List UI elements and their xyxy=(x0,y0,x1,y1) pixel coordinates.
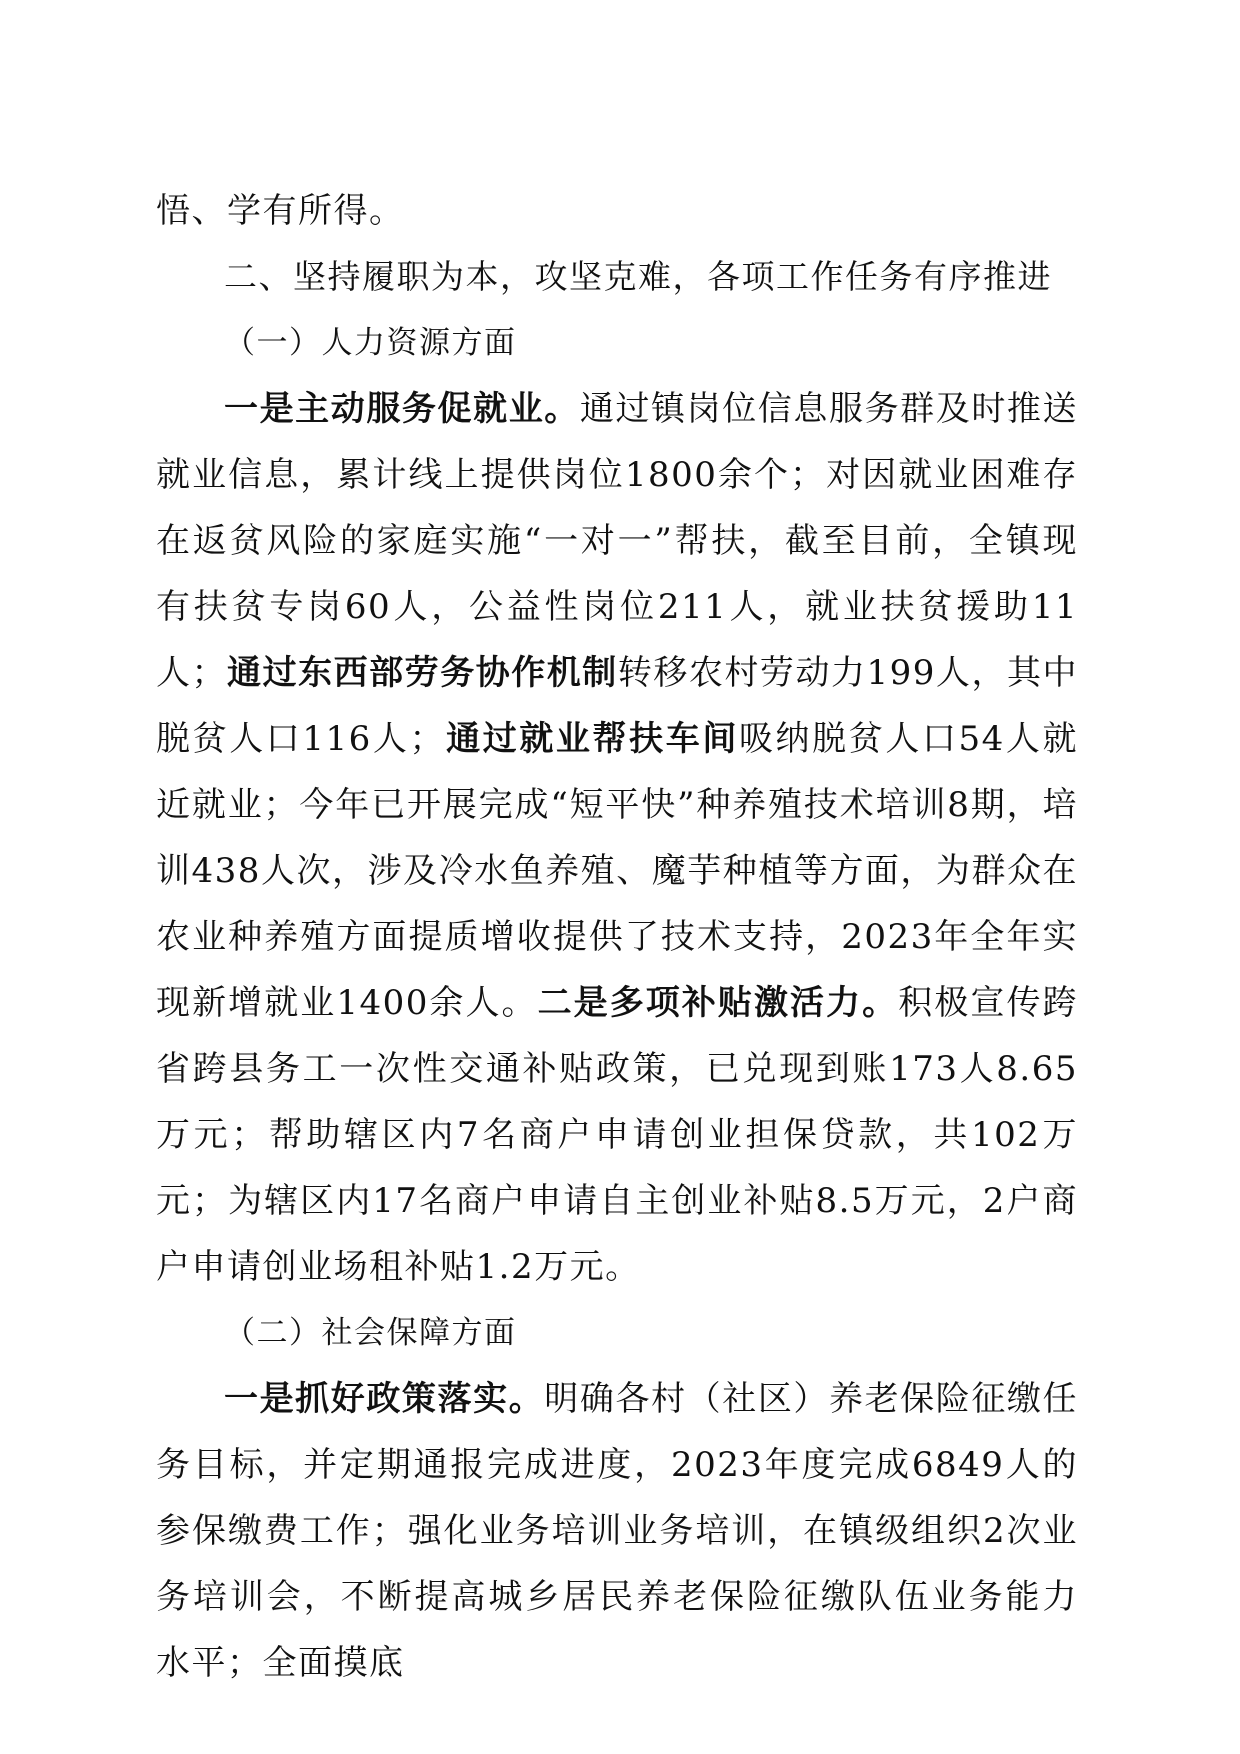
continuation-paragraph xyxy=(156,178,1078,244)
paragraph-employment xyxy=(156,376,1078,1300)
bold-lead-3: 一是抓好政策落实。 xyxy=(224,1379,545,1419)
paragraph-text: 通过镇岗位信息服务群及时推送就业信息，累计线上提供岗位1800余个；对因就业困难存在返贫风险的家庭实施“一对一”帮扶，截至目前，全镇现有扶贫专岗60人，公益性岗位211人，就业扶贫援助11人； xyxy=(156,389,1079,693)
paragraph-text: 积极宣传跨省跨县务工一次性交通补贴政策，已兑现到账173人8.65万元；帮助辖区内7名商户申请创业担保贷款，共102万元；为辖区内17名商户申请自主创业补贴8.5万元，2户商户申请创业场租补贴1.2万元。 xyxy=(156,983,1079,1287)
section-heading-text: 二、坚持履职为本，攻坚克难，各项工作任务有序推进 xyxy=(224,257,1052,296)
bold-phrase-east-west: 通过东西部劳务协作机制 xyxy=(227,653,618,693)
subsection-heading-hr xyxy=(156,310,1078,376)
bold-phrase-workshop: 通过就业帮扶车间 xyxy=(445,719,739,759)
continuation-text: 悟、学有所得。 xyxy=(156,191,405,231)
paragraph-social-security xyxy=(156,1366,1078,1696)
bold-lead-1: 一是主动服务促就业。 xyxy=(224,389,580,429)
section-heading xyxy=(156,244,1078,310)
paragraph-text: 转移农村劳动力199人，其中脱贫人口116人； xyxy=(156,653,1078,759)
bold-lead-2: 二是多项补贴激活力。 xyxy=(537,983,899,1023)
subsection-heading-social-security-text: （二）社会保障方面 xyxy=(224,1315,517,1351)
subsection-heading-hr-text: （一）人力资源方面 xyxy=(224,325,517,361)
subsection-heading-social-security xyxy=(156,1300,1078,1366)
paragraph-text: 吸纳脱贫人口54人就近就业；今年已开展完成“短平快”种养殖技术培训8期，培训438人次，涉及冷水鱼养殖、魔芋种植等方面，为群众在农业种养殖方面提质增收提供了技术支持，2023年全年实现新增就业1400余人。 xyxy=(156,719,1079,1023)
document-body xyxy=(156,178,1078,1696)
paragraph-text: 明确各村（社区）养老保险征缴任务目标，并定期通报完成进度，2023年度完成6849人的参保缴费工作；强化业务培训业务培训，在镇级组织2次业务培训会，不断提高城乡居民养老保险征缴队伍业务能力水平；全面摸底 xyxy=(156,1379,1079,1683)
